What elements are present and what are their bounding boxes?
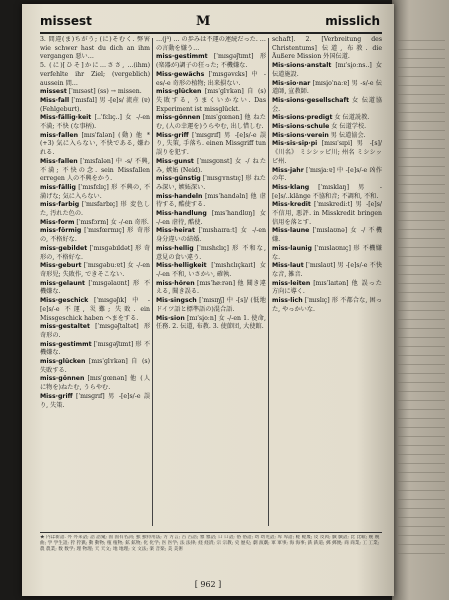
headword: miss·gestimmt xyxy=(40,340,92,348)
dictionary-page xyxy=(22,4,394,596)
facing-page-text-line xyxy=(398,490,445,491)
entry-text: [mɪsˈɡlʏkən] 自 (s) 失敗する. xyxy=(40,358,150,374)
facing-page-text-line xyxy=(398,292,445,293)
headword: Miss·handlung xyxy=(156,210,207,218)
entry-text: [ˈmɪsɡəvɛks] 中 -es/-e 奇形の植物; 出来損ない. xyxy=(156,70,266,87)
headword: Miss·heirat xyxy=(156,227,195,235)
facing-page-text-line xyxy=(398,463,445,464)
entry-text: [mɪˈsi̯oːns..] 女 伝道施設. xyxy=(272,62,382,78)
entry-text: [mɪsˈɡœnən] 他 ねたむ, (人の幸運を)うらやむ, 出し惜しむ. xyxy=(156,114,266,131)
entry-text: [mɪsˈɡœnən] 他 (人に物を)ねたむ, うらやむ. xyxy=(40,375,150,392)
dictionary-entry xyxy=(40,393,150,410)
facing-page-text-line xyxy=(398,301,445,302)
facing-page-text-line xyxy=(398,499,445,500)
facing-page-text-line xyxy=(398,265,445,266)
dictionary-entry xyxy=(272,114,382,123)
dictionary-entry xyxy=(40,297,150,323)
dictionary-entry xyxy=(272,184,382,201)
dictionary-entry xyxy=(156,193,266,210)
headword: Miss·kredit xyxy=(272,201,311,209)
column-3 xyxy=(272,36,382,530)
headword: Mis·sions·gesellschaft xyxy=(272,96,350,104)
headword: miss·gestimmt xyxy=(156,53,208,61)
headword: Miss·fall xyxy=(40,96,70,104)
headword: miss·gebildet xyxy=(40,244,88,252)
entry-text: [..ˈfɛlɪç..] 女 -/-en 不満; 不快 (な事柄). xyxy=(40,114,150,131)
headword: miss·launig xyxy=(272,244,312,252)
dictionary-entry xyxy=(40,323,150,340)
dictionary-entry xyxy=(272,262,382,279)
dictionary-entry xyxy=(272,245,382,262)
headword: Mis·sio·nar xyxy=(272,79,311,87)
facing-page-text-line xyxy=(398,508,445,509)
entry-text: [mɪsˈɡlʏkən] 自 (s) 失敗する, うまくいかない. Das Experiment ist missglückt. xyxy=(156,88,266,113)
headword: Miss·geburt xyxy=(40,262,82,270)
facing-page-text-line xyxy=(398,49,445,50)
entry-text: [ˈmɪsjaːɐ] 中 -[e]s/-e 凶作の年. xyxy=(272,166,382,183)
facing-page-text-line xyxy=(398,184,445,185)
entry-text: [ˈmɪsɡrɪf] 男 -[e]s/-e 誤り, 失策, 手落ち. einen Missgriff tun 誤りを犯す. xyxy=(156,131,266,157)
headword: Miss·geschick xyxy=(40,297,89,305)
facing-page-text-line xyxy=(398,94,445,95)
facing-page-text-line xyxy=(398,148,445,149)
headword: Mis·sions·verein xyxy=(272,131,329,139)
facing-page-text-line xyxy=(398,418,445,419)
entry-text: [ˈmɪsfɛlɪç] 形 不興の, 不満げな; 気に入らない. xyxy=(40,183,150,200)
facing-page-text-line xyxy=(398,40,445,41)
headword: Miss·jahr xyxy=(272,166,304,174)
dictionary-entry xyxy=(156,175,266,192)
facing-page-text-line xyxy=(398,310,445,311)
dictionary-entry xyxy=(156,245,266,262)
entry-text: [ˈmɪsɪŋʃ] 中 -[s]/ (低地ドイツ語と標準語の)混合語. xyxy=(156,297,266,313)
facing-page-edge xyxy=(392,0,449,600)
headword: miss·handeln xyxy=(156,192,203,200)
dictionary-entry xyxy=(156,88,266,114)
headword: miss·gönnen xyxy=(40,375,85,383)
dictionary-entry xyxy=(272,227,382,244)
entry-text: …(j³) … の歩みは不運の連続だった. …の言動を嫌う… xyxy=(156,36,266,52)
headword: Miss·gunst xyxy=(156,157,194,165)
entry-text: [mɪsɪˈsɪpi] 男 -[s]/ 《川名》 ミシシッピ川; 州名 ミシシッピ州. xyxy=(272,140,382,165)
entry-text: [ˈmɪsəst] (ss) → missen. xyxy=(68,88,142,96)
entry-text: [ˈmɪsfɔrm] 女 -/-en 奇形. xyxy=(76,218,149,226)
dictionary-entry xyxy=(156,210,266,227)
section-letter: M xyxy=(196,14,211,29)
column-1 xyxy=(40,36,150,530)
entry-text: [ˈmɪsfarbɪç] 形 変色した, 汚れた色の. xyxy=(40,201,150,218)
dictionary-entry xyxy=(272,297,382,314)
entry-text: [mɪsˈfalən] (動) 他 *(+3) 気に入らない, 不快である, 嫌われる. xyxy=(40,131,150,157)
dictionary-entry xyxy=(156,262,266,279)
entry-text: [ˈmɪsfœrmɪç] 形 奇形の, 不格好な. xyxy=(40,227,150,244)
dictionary-entry xyxy=(40,88,150,97)
facing-page-text-line xyxy=(398,229,445,230)
headword: Miss·helligkeit xyxy=(156,262,207,270)
entry-text: 女 伝道説教. xyxy=(334,114,370,122)
headword: miss·günstig xyxy=(156,175,201,183)
entry-text: [ˈmɪslɪç] 形 不都合な, 困った, やっかいな. xyxy=(272,297,382,313)
headword: Mis·sions·schule xyxy=(272,123,330,131)
facing-page-text-line xyxy=(398,67,445,68)
headword: Miss·klang xyxy=(272,183,310,191)
dictionary-entry xyxy=(156,53,266,70)
dictionary-entry xyxy=(156,227,266,244)
footer-rule xyxy=(40,532,382,533)
facing-page-text-line xyxy=(398,175,445,176)
dictionary-entry xyxy=(40,132,150,158)
dictionary-entry xyxy=(40,184,150,201)
facing-page-text-line xyxy=(398,535,445,536)
facing-page-text-line xyxy=(398,112,445,113)
dictionary-entry xyxy=(272,36,382,62)
headword: Miss·fallen xyxy=(40,157,78,165)
facing-page-text-line xyxy=(398,202,445,203)
facing-page-text-line xyxy=(398,553,445,554)
entry-text: [ˈmɪsklaŋ] 男 -[e]s/..klänge 不協和音; 不調和, 不和. xyxy=(272,183,382,200)
headword: miss·farbig xyxy=(40,201,80,209)
headword: Miss·laune xyxy=(272,227,310,235)
running-head-right: misslich xyxy=(325,14,380,28)
headword: Mis·sions·predigt xyxy=(272,114,333,122)
dictionary-entry xyxy=(272,97,382,114)
entry-text: [ˈmɪsfalən] 中 -s/ 不興, 不満; 不快の念. sein Missfallen erregen 人の不興をかう. xyxy=(40,157,150,183)
entry-text: [ˈmɪslaʊnə] 女 -/ 不機嫌. xyxy=(272,227,382,244)
facing-page-text-line xyxy=(398,130,445,131)
dictionary-entry xyxy=(40,262,150,279)
entry-text: [ˈmɪsfal] 男 -[e]s/ 流産 (ɐ) (Fehlgeburt). xyxy=(40,96,150,113)
facing-page-text-line xyxy=(398,409,445,410)
dictionary-entry xyxy=(156,114,266,131)
dictionary-entry xyxy=(40,375,150,392)
headword: miss·hören xyxy=(156,279,195,287)
facing-page-text-line xyxy=(398,58,445,59)
facing-page-text-line xyxy=(398,103,445,104)
dictionary-entry xyxy=(156,158,266,175)
headword: miss·förmig xyxy=(40,227,82,235)
entry-text: [mɪsˈhandəln] 他 虐待する, 酷使する. xyxy=(156,192,266,209)
headword: Miss·laut xyxy=(272,262,304,270)
headword: missest xyxy=(40,88,67,96)
dictionary-entry xyxy=(272,80,382,97)
dictionary-entry xyxy=(40,280,150,297)
dictionary-entry xyxy=(272,201,382,227)
headword: Miss·form xyxy=(40,218,75,226)
facing-page-text-line xyxy=(398,391,445,392)
entry-text: [ˈmɪsɡəbuːɐt] 女 -/-en 奇形児; 失敗作, できそこない. xyxy=(40,262,150,278)
dictionary-entry xyxy=(40,201,150,218)
dictionary-entry xyxy=(272,167,382,184)
headword: Miss·griff xyxy=(40,392,73,400)
dictionary-entry xyxy=(156,132,266,158)
headword: miss·glücken xyxy=(40,358,86,366)
facing-page-text-line xyxy=(398,382,445,383)
facing-page-text-line xyxy=(398,526,445,527)
entry-text: [ˈmɪslaʊt] 男 -[e]s/-e 不快な音, 雑音. xyxy=(272,262,382,278)
running-head-left: missest xyxy=(40,14,92,28)
facing-page-text-line xyxy=(398,256,445,257)
entry-text: [ˈmɪsɡrɪf] 男 -[e]s/-e 誤り, 失策. xyxy=(40,392,150,409)
headword: miss·glücken xyxy=(156,88,202,96)
facing-page-text-line xyxy=(398,319,445,320)
facing-page-text-line xyxy=(398,517,445,518)
entry-text: [ˈmɪsɡʏnstɪç] 形 ねたみ深い, 嫉妬深い. xyxy=(156,175,266,191)
facing-page-text-line xyxy=(398,544,445,545)
facing-page-text-line xyxy=(398,121,445,122)
abbreviation-key: ★ 内は新語. 外 外来語; 語 語彙; 固 固有名詞; 独 独特用法; 方 方言; 古 古語; 雅 雅語; 口 口語; 俗 俗語; 幼 幼児語; 卑 卑語; 軽 軽蔑; 皮 皮肉; 戯 戯語; 比 比喩; 婉 婉曲; 学 学生語; 狩 狩猟; 動 動物; 植 植物; 鉱 鉱物; 化 化学; 医 医学; 法 法律; 経 経済; 宗 宗教; 史 歴史; 劇 演劇; 軍 軍事; 海 海事; 鉄 鉄道; 郵 郵便; 商 商業; 工 工業; 農 農業; 数 数学; 理 物理; 天 天文; 地 地理; 文 文法; 楽 音楽; 美 美術 xyxy=(40,535,380,552)
dictionary-entry xyxy=(40,114,150,131)
entry-text: 女 伝道協会. xyxy=(272,96,382,113)
headword: Miss·griff xyxy=(156,131,189,139)
headword: miss·hellig xyxy=(156,244,194,252)
dictionary-entry xyxy=(40,36,150,62)
entry-text: [mɪˈsi̯oːn] 女 -/-en 1. 使命, 任務. 2. 伝道, 布教. 3. 使節団, 大使館. xyxy=(156,314,266,331)
column-divider xyxy=(268,38,269,526)
headword: Mis·singsch xyxy=(156,297,197,305)
headword: miss·fallen xyxy=(40,131,78,139)
dictionary-entry xyxy=(156,315,266,332)
dictionary-entry xyxy=(40,97,150,114)
facing-page-text-line xyxy=(398,427,445,428)
facing-page-text-line xyxy=(398,166,445,167)
dictionary-entry xyxy=(272,140,382,166)
dictionary-entry xyxy=(40,358,150,375)
page-number: [ 962 ] xyxy=(194,580,222,589)
entry-text: [ˈmɪsɡəʃɪk] 中 -[e]s/-e 不運, 災難; 失敗. ein Missgeschick haben へまをする. xyxy=(40,297,150,322)
facing-page-text-line xyxy=(398,436,445,437)
facing-page-text-line xyxy=(398,247,445,248)
facing-page-text-line xyxy=(398,139,445,140)
dictionary-entry xyxy=(40,62,150,88)
facing-page-text-line xyxy=(398,373,445,374)
column-divider xyxy=(152,38,153,526)
headword: Mis·sions·anstalt xyxy=(272,62,332,70)
column-2 xyxy=(156,36,266,530)
entry-text: [ˈmɪslaʊnɪç] 形 不機嫌な. xyxy=(272,244,382,261)
dictionary-entry xyxy=(272,62,382,79)
dictionary-entry xyxy=(156,36,266,53)
entry-text: [ˈmɪshaɪraːt] 女 -/-en 身分違いの結婚. xyxy=(156,227,266,244)
entry-text: schaft]. 2. [Verbreitung des Christentums] 伝道, 布教. die Äußere Mission 外国伝道. xyxy=(272,36,382,61)
entry-text: [ˈmɪsɡʊnst] 女 -/ ねたみ, 嫉妬 (Neid). xyxy=(156,157,266,174)
headword: Mis·sis·sip·pi xyxy=(272,140,318,148)
headword: miss·fällig xyxy=(40,183,76,191)
dictionary-entry xyxy=(40,158,150,184)
entry-text: [ˈmɪsɡəʃtaltət] 形 奇形の. xyxy=(40,323,150,339)
dictionary-entry xyxy=(272,123,382,132)
facing-page-text-line xyxy=(398,481,445,482)
entry-text: [ˈmɪskrediːt] 男 -[e]s/ 不信用, 悪評. in Misskredit bringen 信用を落とす. xyxy=(272,201,382,226)
headword: miss·leiten xyxy=(272,279,311,287)
entry-text: 男 伝道協会. xyxy=(330,131,366,139)
facing-page-text-line xyxy=(398,445,445,446)
entry-text: 3. 間違(ま)ちがう; (に)そむく. 弊害 wie schwer hast du dich an ihm vergangen 悪い… xyxy=(40,36,150,61)
entry-text: 5. (に)[ひそ]かに…ささ, ...(ihm) verfehlte ihr Ziel; (vergeblich) aussein 間… xyxy=(40,62,150,87)
entry-text: [ˈmɪshɛlɪçkaɪt] 女 -/-en 不和, いさかい, 確執. xyxy=(156,262,266,278)
headword: Miss·fällig·keit xyxy=(40,114,92,122)
dictionary-entry xyxy=(156,71,266,88)
entry-text: [ˈmɪsɡəʃtɪmt] 形 不機嫌な. xyxy=(40,340,150,357)
facing-page-text-line xyxy=(398,472,445,473)
facing-page-text-line xyxy=(398,454,445,455)
dictionary-entry xyxy=(40,341,150,358)
entry-text: [mɪsˈhandlʊŋ] 女 -/-en 虐待, 酷使. xyxy=(156,210,266,226)
facing-page-text-line xyxy=(398,76,445,77)
headword: miss·gestaltet xyxy=(40,323,90,331)
entry-text: [ˈmɪsɡəʃtɪmt] 形 (楽器が)調子の狂った; 不機嫌な. xyxy=(156,53,266,70)
dictionary-entry xyxy=(40,227,150,244)
entry-text: [ˈmɪsɡəbɪldət] 形 奇形の, 不格好な. xyxy=(40,244,150,261)
facing-page-text-line xyxy=(398,157,445,158)
facing-page-text-line xyxy=(398,328,445,329)
facing-page-text-line xyxy=(398,346,445,347)
headword: Mis·sion xyxy=(156,314,185,322)
headword: miss·lich xyxy=(272,297,303,305)
entry-text: [mɪsˈlaɪtən] 他 誤った方向に導く. xyxy=(272,279,382,296)
entry-text: [mɪsi̯oˈnaːɐ] 男 -s/-e 伝道師, 宣教師. xyxy=(272,79,382,96)
dictionary-entry xyxy=(156,297,266,314)
facing-page-text-line xyxy=(398,364,445,365)
facing-page-text-line xyxy=(398,337,445,338)
facing-page-text-line xyxy=(398,85,445,86)
headword: miss·gönnen xyxy=(156,114,201,122)
entry-text: [ˈmɪshɛlɪç] 形 不和な, 意見の食い違う. xyxy=(156,244,266,261)
facing-page-text-line xyxy=(398,283,445,284)
facing-page-text-line xyxy=(398,400,445,401)
entry-text: [ˈmɪsɡəlaʊnt] 形 不機嫌な. xyxy=(40,279,150,296)
facing-page-text-line xyxy=(398,193,445,194)
headword: Miss·gewächs xyxy=(156,70,205,78)
entry-text: 女 伝道学校. xyxy=(331,123,367,131)
entry-text: [mɪsˈhøːrən] 他 聞き違える, 聞き誤る. xyxy=(156,279,266,296)
headword: miss·gelaunt xyxy=(40,279,85,287)
facing-page-text-line xyxy=(398,355,445,356)
dictionary-entry xyxy=(40,245,150,262)
facing-page-text-line xyxy=(398,238,445,239)
facing-page-text-line xyxy=(398,220,445,221)
dictionary-entry xyxy=(156,280,266,297)
dictionary-entry xyxy=(272,280,382,297)
header-rule xyxy=(40,32,382,34)
facing-page-text-line xyxy=(398,211,445,212)
facing-page-text-line xyxy=(398,274,445,275)
